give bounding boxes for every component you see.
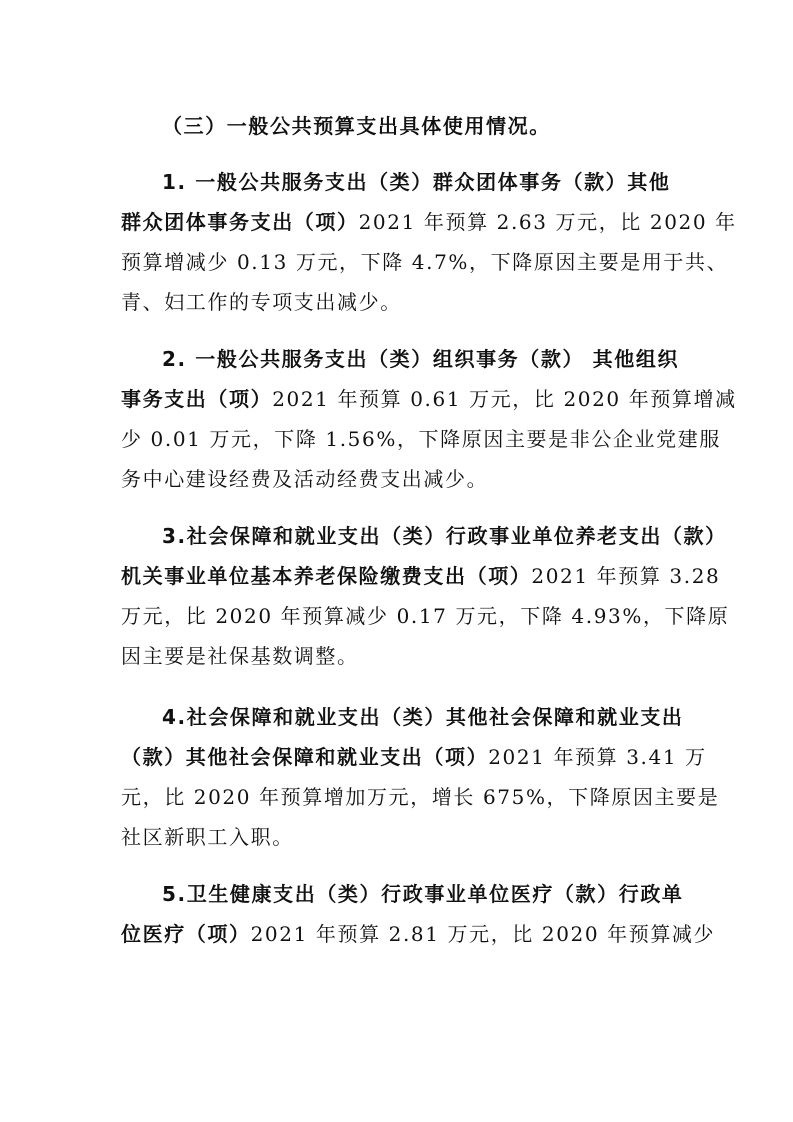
item-4-line-3: [121, 777, 720, 817]
item-3-line-3: [121, 596, 730, 636]
item-2-line-4: [121, 459, 681, 499]
item-2-line-2: [121, 379, 737, 419]
item-4-line-2-bold: （款）其他社会保障和就业支出（项）: [121, 745, 489, 769]
item-1-line-1: [162, 162, 722, 202]
item-3-line-4-text: 因主要是社保基数调整。: [121, 644, 359, 668]
item-3-line-2-bold: 机关事业单位基本养老保险缴费支出（项）: [121, 564, 532, 588]
item-1-line-2-text: 2021 年预算 2.63 万元，比 2020 年: [358, 210, 737, 234]
item-3-line-1: [162, 516, 727, 556]
item-3-line-3-text: 万元，比 2020 年预算减少 0.17 万元，下降 4.93%，下降原: [121, 604, 730, 628]
item-5-line-2-text: 2021 年预算 2.81 万元，比 2020 年预算减少: [250, 922, 716, 946]
item-5-line-1: [162, 874, 722, 914]
item-2-line-4-text: 务中心建设经费及活动经费支出减少。: [121, 467, 489, 491]
item-1-line-2: [121, 202, 737, 242]
item-4-line-4: [121, 817, 681, 857]
item-1-line-2-bold: 群众团体事务支出（项）: [121, 210, 359, 234]
item-2-line-1: [162, 339, 722, 379]
item-1-line-4-text: 青、妇工作的专项支出减少。: [121, 290, 402, 314]
item-4-line-3-text: 元，比 2020 年预算增加万元，增长 675%，下降原因主要是: [121, 785, 720, 809]
item-5-line-1-bold: 5.卫生健康支出（类）行政事业单位医疗（款）行政单: [162, 882, 684, 906]
item-5-line-2-bold: 位医疗（项）: [121, 922, 251, 946]
item-3-line-2: [121, 556, 721, 596]
item-4-line-4-text: 社区新职工入职。: [121, 825, 294, 849]
item-3-line-2-text: 2021 年预算 3.28: [531, 564, 721, 588]
item-1-line-4: [121, 282, 681, 322]
section-heading: （三）一般公共预算支出具体使用情况。: [162, 114, 551, 138]
item-2-line-2-bold: 事务支出（项）: [121, 387, 273, 411]
item-1-line-3-text: 预算增减少 0.13 万元，下降 4.7%，下降原因主要是用于共、: [121, 250, 729, 274]
item-2-line-2-text: 2021 年预算 0.61 万元，比 2020 年预算增减: [272, 387, 737, 411]
item-3-line-4: [121, 636, 681, 676]
item-3-line-1-bold: 3.社会保障和就业支出（类）行政事业单位养老支出（款）: [162, 524, 727, 548]
item-4-line-1: [162, 697, 722, 737]
item-2-line-3-text: 少 0.01 万元，下降 1.56%，下降原因主要是非公企业党建服: [121, 427, 721, 451]
item-2-line-1-bold: 2. 一般公共服务支出（类）组织事务（款） 其他组织: [162, 347, 680, 371]
item-4-line-2: [121, 737, 707, 777]
item-4-line-2-text: 2021 年预算 3.41 万: [488, 745, 707, 769]
item-4-line-1-bold: 4.社会保障和就业支出（类）其他社会保障和就业支出: [162, 705, 684, 729]
item-2-line-3: [121, 419, 721, 459]
item-1-line-3: [121, 242, 729, 282]
item-5-line-2: [121, 914, 716, 954]
item-1-line-1-bold: 1. 一般公共服务支出（类）群众团体事务（款）其他: [162, 170, 671, 194]
